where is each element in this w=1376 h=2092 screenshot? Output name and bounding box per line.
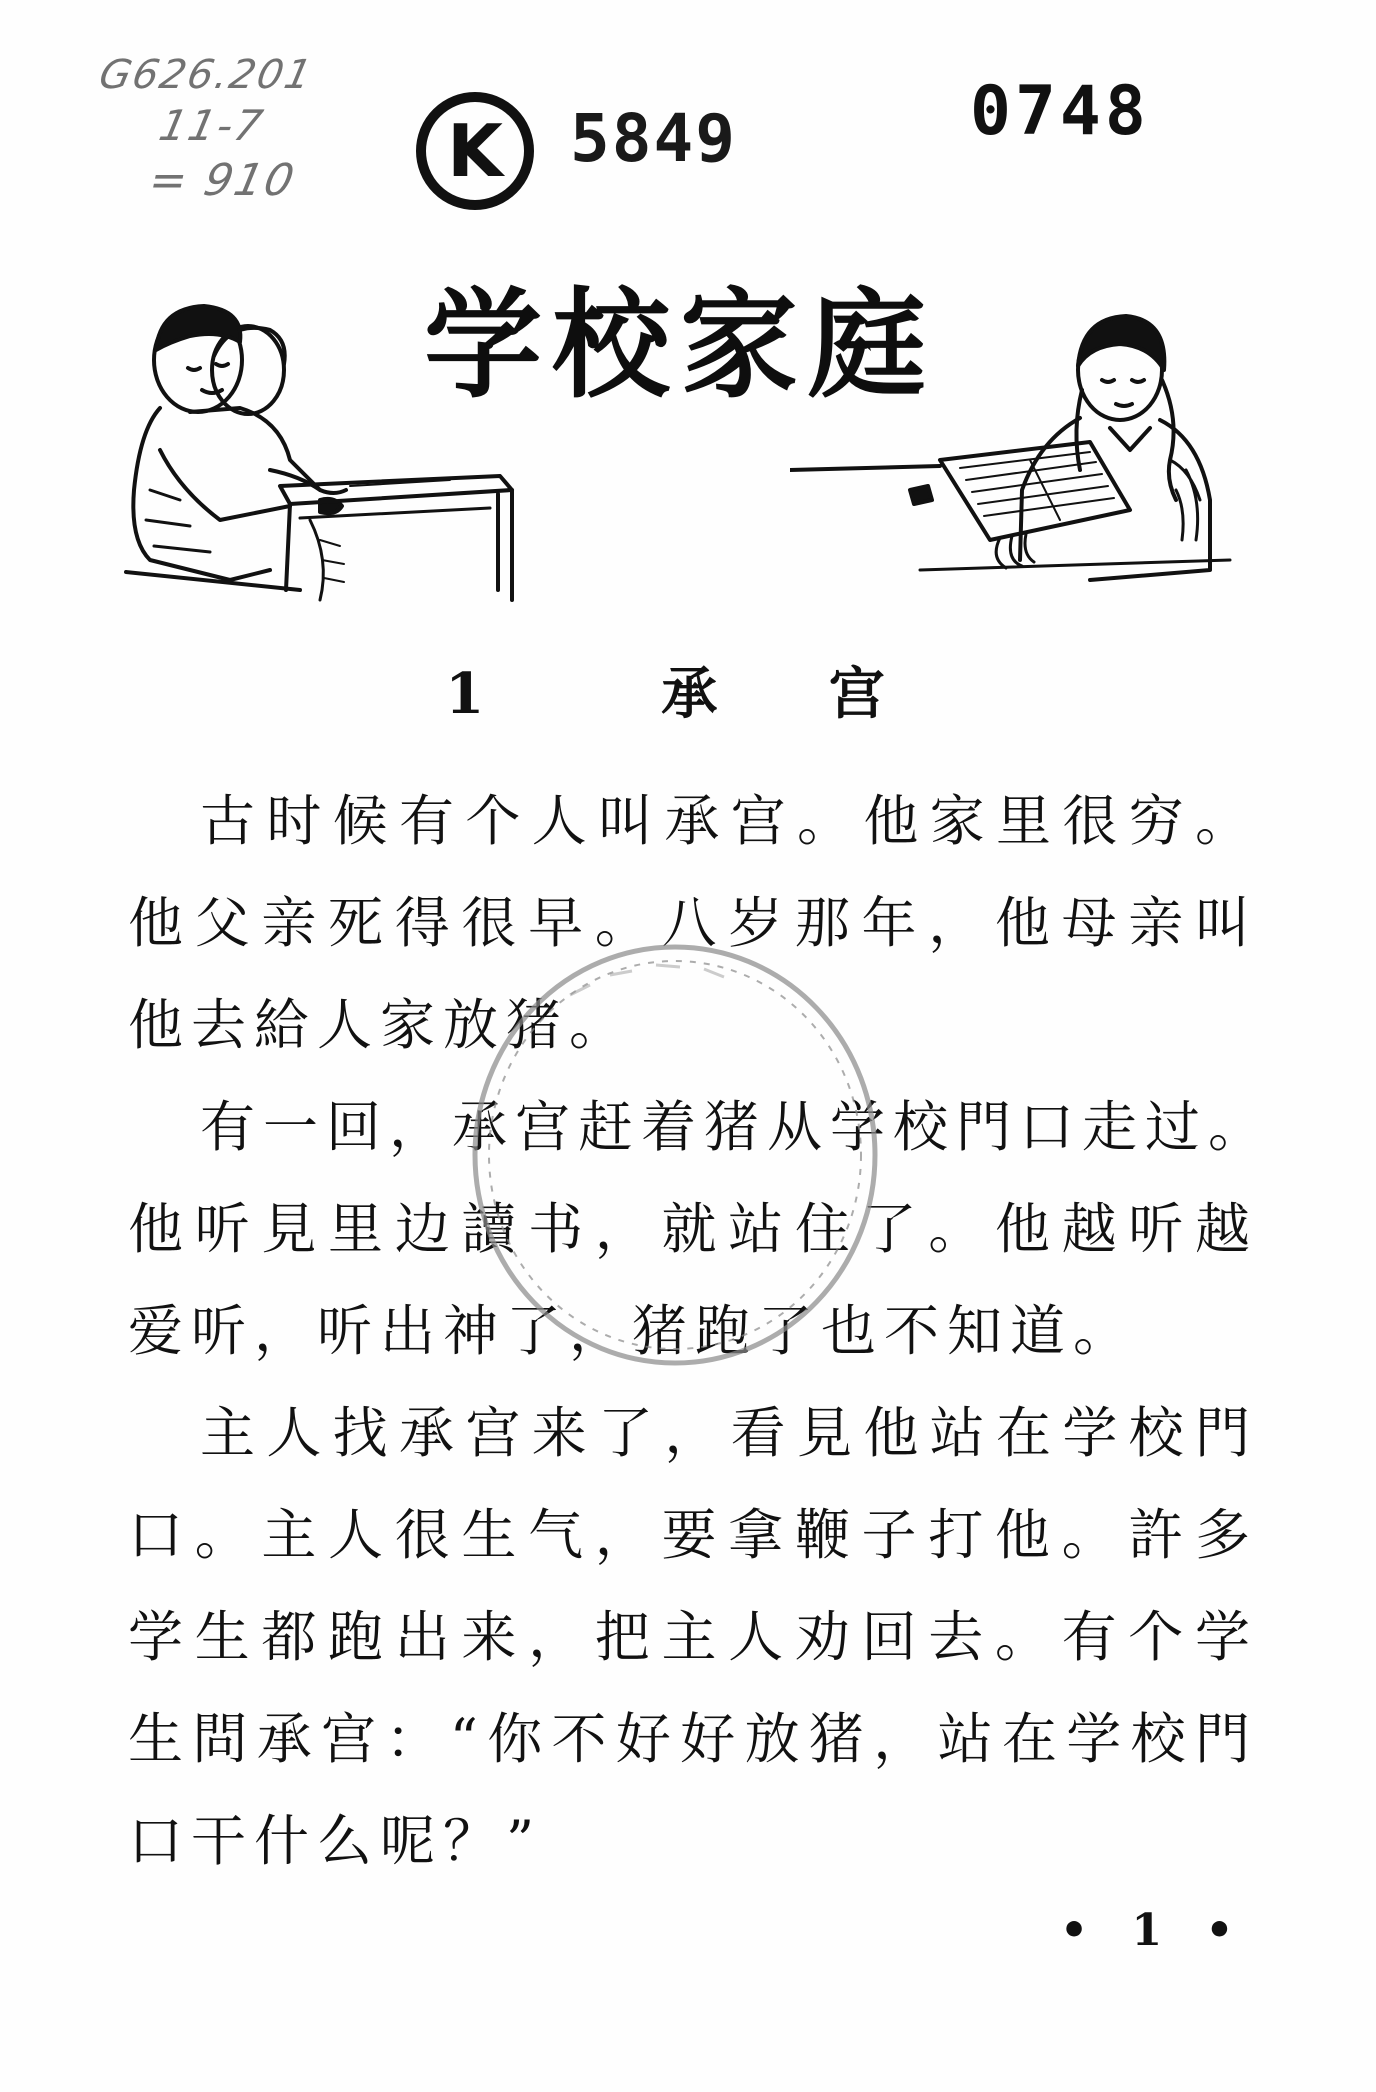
page-number: • 1 • [1060, 1905, 1248, 1956]
text-line: 有一回，承宫赶着猪从学校門口走过。 [200, 1095, 1272, 1159]
text-line: 他去給人家放猪。 [128, 993, 633, 1057]
lesson-body [128, 770, 1272, 1892]
lesson-heading [0, 650, 1376, 730]
girl-reading-illustration [790, 310, 1240, 610]
handwritten-catalog-note [95, 50, 360, 208]
text-line: 他父亲死得很早。八岁那年，他母亲叫 [128, 891, 1258, 955]
text-line: 口干什么呢？” [128, 1809, 543, 1873]
lesson-number: 1 [445, 661, 531, 727]
text-line: 主人找承宫来了，看見他站在学校門 [200, 1401, 1258, 1465]
text-line: 学生都跑出来，把主人劝回去。有个学 [128, 1605, 1258, 1669]
k-circle-icon [412, 88, 538, 214]
text-line: 古时候有个人叫承宫。他家里很穷。 [200, 789, 1258, 853]
handwritten-note-line: = 910 [144, 154, 301, 206]
catalog-number: 0748 [970, 72, 1150, 151]
k-stamp-letter: K [447, 109, 503, 193]
handwritten-note-line: G626.201 [95, 52, 318, 98]
paragraph [128, 1382, 1258, 1892]
text-line: 生問承宫：“你不好好放猪，站在学校門 [128, 1707, 1258, 1771]
k-stamp-number: 5849 [570, 100, 737, 177]
text-line: 他听見里边讀书，就站住了。他越听越 [128, 1197, 1258, 1261]
paragraph [128, 1076, 1272, 1382]
lesson-title: 承 宫 [661, 661, 931, 727]
paragraph [128, 770, 1258, 1076]
text-line: 爱听，听出神了，猪跑了也不知道。 [128, 1299, 1137, 1363]
handwritten-note-line: 11-7 [154, 101, 269, 150]
schoolboys-illustration [120, 290, 540, 610]
page-title: 学校家庭 [423, 275, 936, 414]
text-line: 口。主人很生气，要拿鞭子打他。許多 [128, 1503, 1258, 1567]
